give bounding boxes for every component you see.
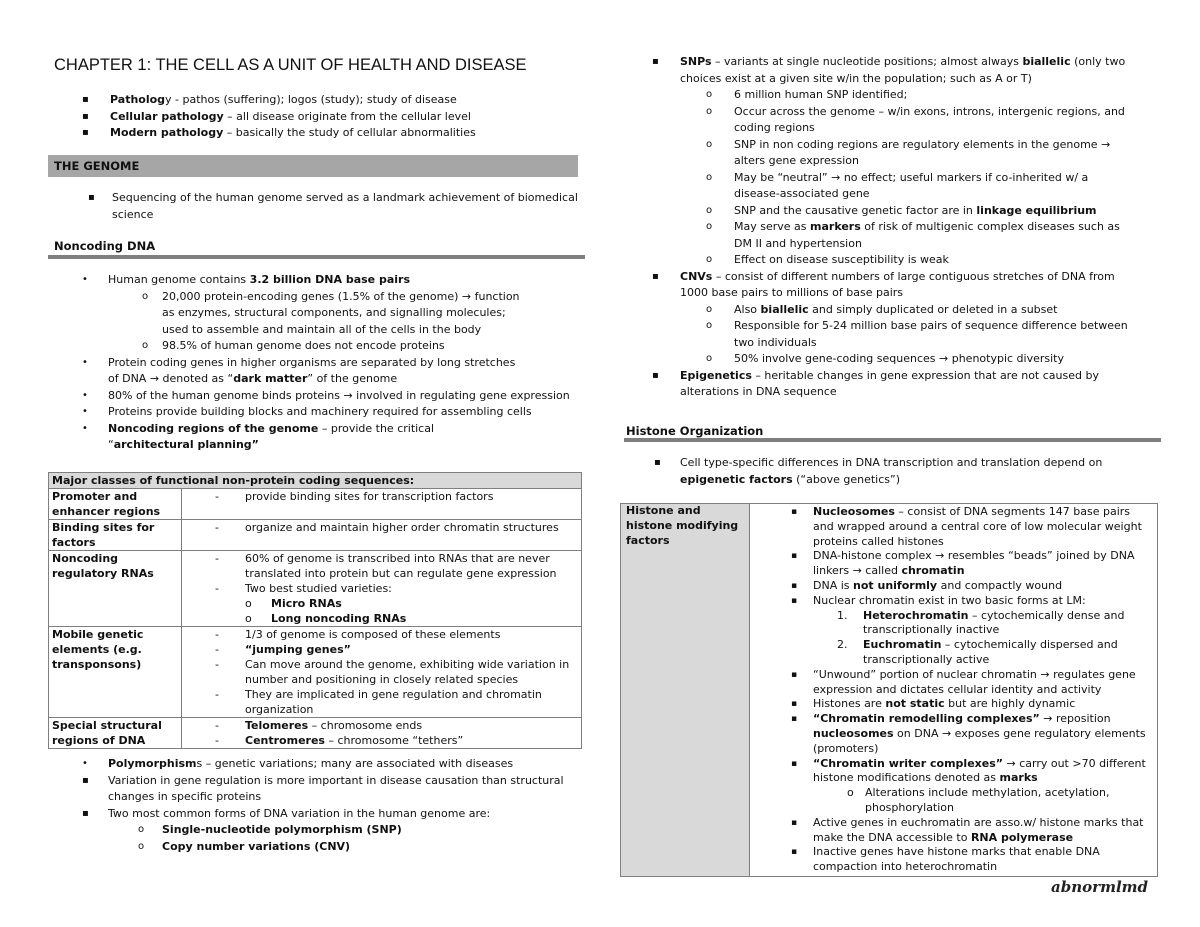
- sub-list-item: o May be “neutral” → no effect; useful markers if co-inherited w/ a disease-associated gene: [706, 170, 1089, 200]
- author-signature: abnormlmd: [1051, 878, 1148, 896]
- list-item: ▪ Pathology - pathos (suffering); logos (study); study of disease: [82, 93, 457, 106]
- genome-bullet: ▪ Sequencing of the human genome served as a landmark achievement of biomedical science: [88, 191, 578, 221]
- chapter-title: CHAPTER 1: THE CELL AS A UNIT OF HEALTH AND DISEASE: [54, 56, 527, 74]
- snp-section: [652, 54, 1132, 401]
- list-item: • Proteins provide building blocks and machinery required for assembling cells: [82, 405, 532, 418]
- list-item: ▪ Cellular pathology – all disease originate from the cellular level: [82, 109, 471, 123]
- list-item: ▪ Modern pathology – basically the study of cellular abnormalities: [82, 126, 476, 139]
- list-item: ▪ CNVs – consist of different numbers of large contiguous stretches of DNA from 1000 base pairs to millions of base pairs: [652, 269, 1115, 299]
- sub-list-item: o Responsible for 5-24 million base pairs of sequence difference between two individuals: [706, 319, 1128, 349]
- sub-list-item: o Occur across the genome – w/in exons, introns, intergenic regions, and coding regions: [706, 104, 1125, 134]
- subheading-noncoding-dna: Noncoding DNA: [54, 239, 156, 253]
- sub-list-item: o Copy number variations (CNV): [138, 839, 351, 853]
- noncoding-classes-table: [48, 472, 582, 749]
- table-row: Promoter and enhancer regions - provide binding sites for transcription factors: [49, 489, 582, 520]
- table-row: Special structural regions of DNA - Telomeres – chromosome ends - Centromeres – chromosome “tethers”: [49, 718, 582, 749]
- sub-list-item: o SNP and the causative genetic factor are in linkage equilibrium: [706, 203, 1097, 217]
- sub-list-item: o 50% involve gene-coding sequences → phenotypic diversity: [706, 352, 1064, 365]
- table-row: Histone and histone modifying factors ▪ Nucleosomes – consist of DNA segments 147 base pairs and wrapped around a central core of low molecular weight proteins called histones ▪ DNA-histone complex → resembles “beads” joined by DNA linkers → called chromatin ▪ DNA is not uniformly and compactly wound ▪ Nuclear chromatin exist in two basic forms at LM: 1. Heterochromatin – cytochemically dense and transcriptionally inactive 2. Euchromatin – cytochemically dispersed and transcriptionally active ▪ “Unwound” portion of nuclear chromatin → regulates gene expression and dictates cellular identity and activity ▪ Histones are not static but are highly dynamic ▪ “Chromatin remodelling complexes” → reposition nucleosomes on DNA → exposes gene regulatory elements (promoters) ▪ “Chromatin writer complexes” → carry out >70 different histone modifications denoted as marks o Alterations include methylation, acetylation, phosphorylation ▪ Active genes in euchromatin are asso.w/ histone marks that make the DNA accessible to RNA polymerase ▪ Inactive genes have histone marks that enable DNA compaction into heterochromatin: [621, 504, 1158, 877]
- sub-list-item: o Single-nucleotide polymorphism (SNP): [138, 823, 402, 836]
- list-item: ▪ Two most common forms of DNA variation in the human genome are:: [82, 806, 491, 820]
- list-item: • Protein coding genes in higher organisms are separated by long stretches of DNA → denoted as “dark matter” of the genome: [82, 355, 516, 385]
- list-item: • Noncoding regions of the genome – provide the critical “architectural planning”: [82, 421, 435, 451]
- intro-list: [82, 92, 582, 142]
- table-row: Mobile genetic elements (e.g. transponsons) - 1/3 of genome is composed of these elements - “jumping genes” - Can move around the genome, exhibiting wide variation in number and positioning in closely related species - They are implicated in gene regulation and chromatin organization: [49, 627, 582, 718]
- histone-table: [620, 503, 1158, 877]
- list-item: ▪ Epigenetics – heritable changes in gene expression that are not caused by alterations in DNA sequence: [652, 368, 1099, 398]
- sub-list-item: o SNP in non coding regions are regulatory elements in the genome → alters gene expression: [706, 137, 1111, 167]
- sub-list-item: o May serve as markers of risk of multigenic complex diseases such as DM II and hypertension: [706, 220, 1120, 250]
- polymorphism-list: [82, 756, 582, 855]
- list-item: ▪ SNPs – variants at single nucleotide positions; almost always biallelic (only two choices exist at a given site w/in the population; such as A or T): [652, 55, 1126, 85]
- heading-rule: [48, 255, 585, 259]
- sub-list-item: o 20,000 protein-encoding genes (1.5% of the genome) → function as enzymes, structural components, and signalling molecules; used to assemble and maintain all of the cells in the body: [142, 289, 520, 336]
- sub-list-item: o 6 million human SNP identified;: [706, 88, 908, 101]
- table-row: Binding sites for factors - organize and maintain higher order chromatin structures: [49, 520, 582, 551]
- table-row: Noncoding regulatory RNAs - 60% of genome is transcribed into RNAs that are never translated into protein but can regulate gene expression - Two best studied varieties: o Micro RNAs o Long noncoding RNAs: [49, 551, 582, 627]
- noncoding-list: [82, 272, 582, 454]
- subheading-histone-organization: Histone Organization: [626, 424, 764, 438]
- sub-list-item: o Effect on disease susceptibility is weak: [706, 253, 949, 266]
- histone-intro-bullet: ▪ Cell type-specific differences in DNA transcription and translation depend on epigenetic factors (“above genetics”): [654, 456, 1103, 486]
- sub-list-item: o Also biallelic and simply duplicated or deleted in a subset: [706, 302, 1058, 316]
- heading-rule: [624, 438, 1161, 442]
- section-heading-genome: THE GENOME: [48, 155, 578, 177]
- list-item: ▪ Variation in gene regulation is more important in disease causation than structural changes in specific proteins: [82, 773, 564, 803]
- list-item: • 80% of the human genome binds proteins → involved in regulating gene expression: [82, 388, 570, 402]
- list-item: • Polymorphisms – genetic variations; many are associated with diseases: [82, 757, 514, 770]
- list-item: • Human genome contains 3.2 billion DNA base pairs: [82, 273, 411, 286]
- table-header: Major classes of functional non-protein coding sequences:: [49, 473, 582, 489]
- sub-list-item: o 98.5% of human genome does not encode proteins: [142, 339, 445, 352]
